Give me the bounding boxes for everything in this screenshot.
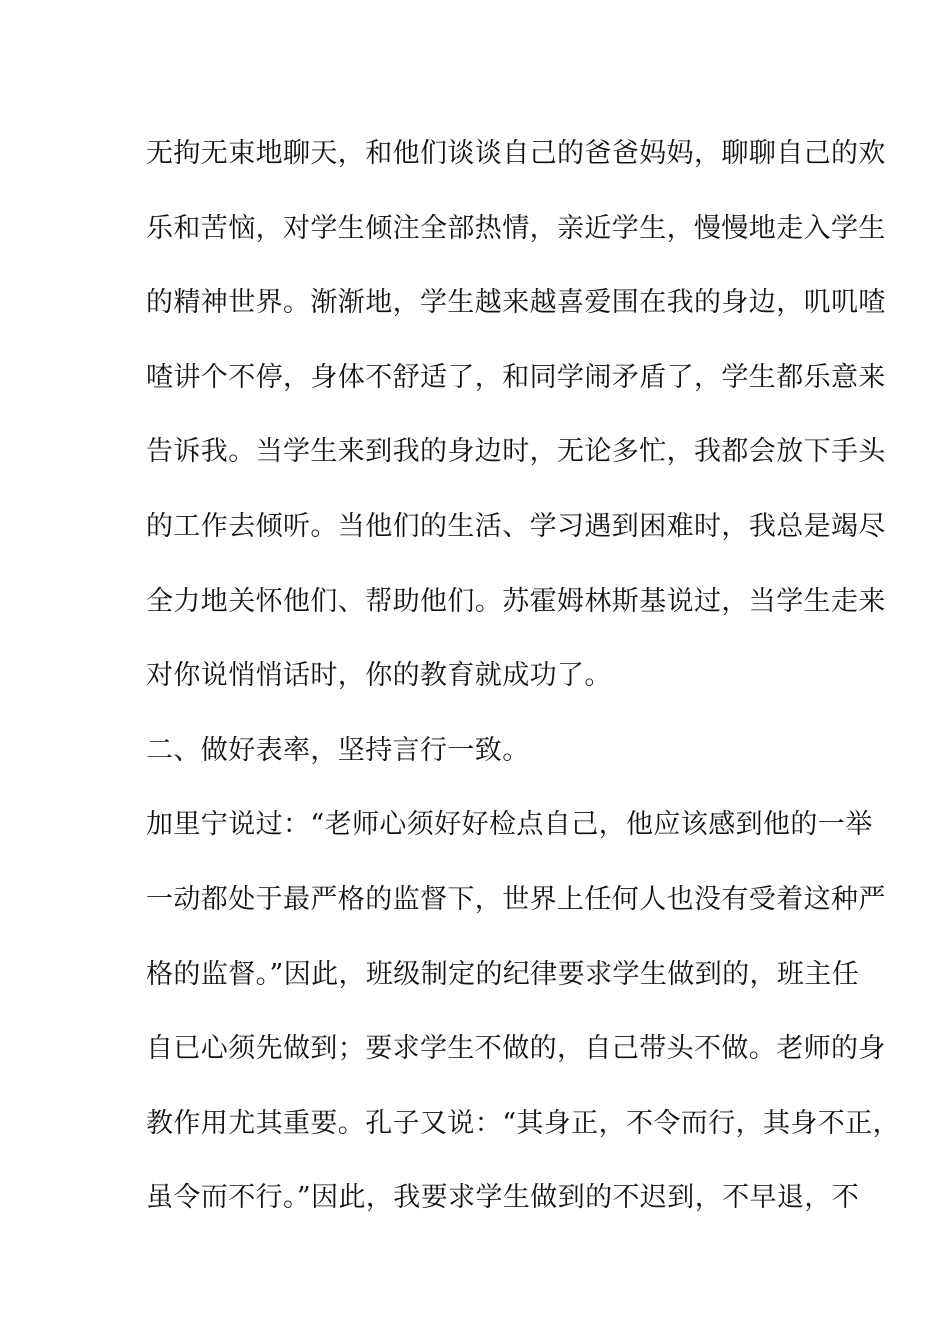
text-line: 的精神世界。渐渐地，学生越来越喜爱围在我的身边，叽叽喳 <box>146 287 886 319</box>
text-line: 喳讲个不停，身体不舒适了，和同学闹矛盾了，学生都乐意来 <box>146 361 886 393</box>
text-line: 告诉我。当学生来到我的身边时，无论多忙，我都会放下手头 <box>146 436 886 468</box>
text-line: 虽令而不行。”因此，我要求学生做到的不迟到，不早退，不 <box>146 1182 860 1214</box>
body-text <box>146 132 901 1251</box>
text-line: 教作用尤其重要。孔子又说：“其身正，不令而行，其身不正， <box>146 1107 901 1139</box>
text-line: 自已心须先做到；要求学生不做的，自己带头不做。老师的身 <box>146 1033 886 1065</box>
text-line: 无拘无束地聊天，和他们谈谈自己的爸爸妈妈，聊聊自己的欢 <box>146 138 886 169</box>
text-line: 对你说悄悄话时，你的教育就成功了。 <box>146 660 612 692</box>
text-line: 乐和苦恼，对学生倾注全部热情，亲近学生，慢慢地走入学生 <box>146 212 886 244</box>
text-line: 全力地关怀他们、帮助他们。苏霍姆林斯基说过，当学生走来 <box>146 585 886 617</box>
text-line: 加里宁说过：“老师心须好好检点自己，他应该感到他的一举 <box>146 809 873 841</box>
section-heading: 二、做好表率，坚持言行一致。 <box>146 734 530 766</box>
text-line: 格的监督。”因此，班级制定的纪律要求学生做到的，班主任 <box>146 958 860 990</box>
text-line: 的工作去倾听。当他们的生活、学习遇到困难时，我总是竭尽 <box>146 510 886 542</box>
text-line: 一动都处于最严格的监督下，世界上任何人也没有受着这种严 <box>146 883 886 915</box>
